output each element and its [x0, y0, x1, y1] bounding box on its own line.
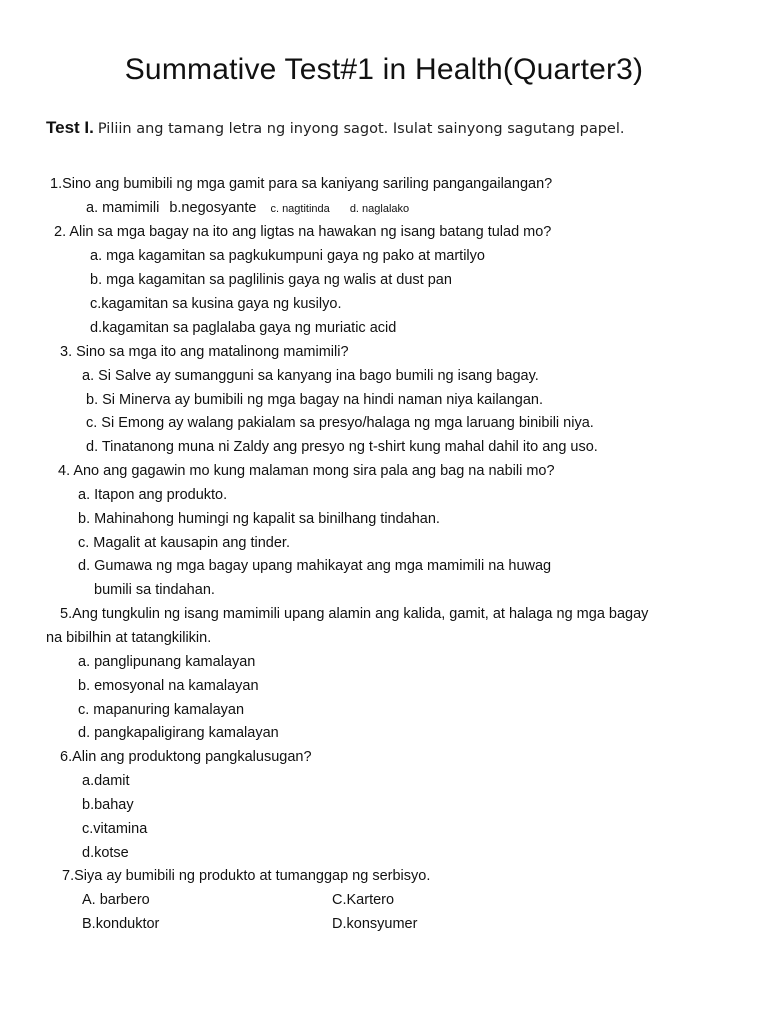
choice-1b: b.negosyante: [169, 200, 257, 216]
choice-4d-continued: bumili sa tindahan.: [94, 582, 215, 598]
choice-3c: c. Si Emong ay walang pakialam sa presyo/halaga ng mga laruang binibili niya.: [86, 415, 594, 431]
choice-4a: a. Itapon ang produkto.: [78, 487, 228, 503]
choice-2d: d.kagamitan sa paglalaba gaya ng muriatic acid: [90, 320, 397, 336]
choice-7b: B.konduktor: [82, 916, 160, 932]
choice-5c: c. mapanuring kamalayan: [78, 702, 245, 718]
choice-4d: d. Gumawa ng mga bagay upang mahikayat ang mga mamimili na huwag: [78, 558, 552, 574]
choice-2a: a. mga kagamitan sa pagkukumpuni gaya ng pako at martilyo: [90, 248, 485, 264]
question-5: 5.Ang tungkulin ng isang mamimili upang alamin ang kalida, gamit, at halaga ng mga bagay: [60, 606, 649, 622]
choice-2b: b. mga kagamitan sa paglilinis gaya ng walis at dust pan: [90, 272, 452, 288]
question-1-choices: [86, 198, 409, 219]
choice-6c: c.vitamina: [82, 821, 148, 837]
choice-5b: b. emosyonal na kamalayan: [78, 678, 259, 694]
choice-3d: d. Tinatanong muna ni Zaldy ang presyo ng t-shirt kung mahal dahil ito ang uso.: [86, 439, 598, 455]
choice-2c: c.kagamitan sa kusina gaya ng kusilyo.: [90, 296, 342, 312]
choice-3b: b. Si Minerva ay bumibili ng mga bagay na hindi naman niya kailangan.: [86, 392, 544, 408]
choice-1a: a. mamimili: [86, 200, 160, 216]
question-4: 4. Ano ang gagawin mo kung malaman mong sira pala ang bag na nabili mo?: [58, 463, 555, 479]
choice-4c: c. Magalit at kausapin ang tinder.: [78, 535, 290, 551]
choice-7c: C.Kartero: [332, 892, 395, 908]
question-7: 7.Siya ay bumibili ng produkto at tumanggap ng serbisyo.: [62, 868, 431, 884]
choice-6a: a.damit: [82, 773, 130, 789]
choice-1c: c. nagtitinda: [270, 203, 330, 215]
instructions-text: Piliin ang tamang letra ng inyong sagot. Isulat sainyong sagutang papel.: [97, 121, 625, 137]
question-3: 3. Sino sa mga ito ang matalinong mamimili?: [60, 344, 349, 360]
choice-6d: d.kotse: [82, 845, 129, 861]
choice-7a: A. barbero: [82, 892, 150, 908]
test-label: Test I.: [46, 118, 94, 137]
choice-7d: D.konsyumer: [332, 916, 418, 932]
choice-1d: d. naglalako: [349, 203, 410, 215]
test-instructions: [46, 116, 624, 141]
choice-3a: a. Si Salve ay sumangguni sa kanyang ina bago bumili ng isang bagay.: [82, 368, 539, 384]
choice-6b: b.bahay: [82, 797, 134, 813]
choice-5d: d. pangkapaligirang kamalayan: [78, 725, 279, 741]
question-1: 1.Sino ang bumibili ng mga gamit para sa kaniyang sariling pangangailangan?: [50, 176, 553, 192]
question-6: 6.Alin ang produktong pangkalusugan?: [60, 749, 312, 765]
page-title: Summative Test#1 in Health(Quarter3): [124, 53, 644, 86]
question-2: 2. Alin sa mga bagay na ito ang ligtas na hawakan ng isang batang tulad mo?: [54, 224, 552, 240]
question-5-continued: na bibilhin at tatangkilikin.: [46, 630, 212, 646]
choice-4b: b. Mahinahong humingi ng kapalit sa binilhang tindahan.: [78, 511, 440, 527]
choice-5a: a. panglipunang kamalayan: [78, 654, 256, 670]
